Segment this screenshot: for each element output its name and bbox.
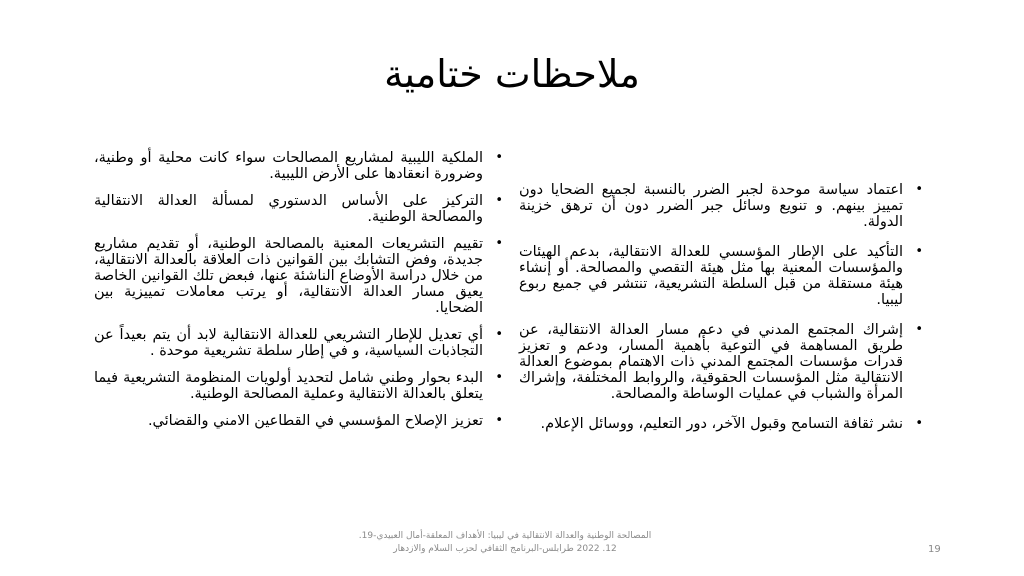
list-item: [94, 327, 505, 359]
footer-line-2: 12. 2022 طرابلس-البرنامج الثقافي لحزب السلام والازدهار: [393, 544, 617, 554]
left-bullet-list: [94, 150, 505, 440]
list-item: [519, 322, 925, 402]
bullet-icon: •: [915, 322, 923, 337]
list-item: [519, 416, 925, 432]
list-item-text: نشر ثقافة التسامح وقبول الآخر، دور التعليم، ووسائل الإعلام.: [540, 416, 903, 432]
bullet-icon: •: [495, 236, 503, 251]
list-item-text: تقييم التشريعات المعنية بالمصالحة الوطنية، أو تقديم مشاريع جديدة، وفض التشابك بين القوانين ذات العلاقة بالعدالة الانتقالية، من خلال دراسة الأوضاع الناشئة عنها، فبعض تلك القوانين الخاصة يعيق مسار العدالة الانتقالية، أو يرتب معاملات تمييزية بين الضحايا.: [94, 236, 483, 316]
list-item-text: اعتماد سياسة موحدة لجبر الضرر بالنسبة لجميع الضحايا دون تمييز بينهم. و تنويع وسائل جبر الضرر دون أن ترهق خزينة الدولة.: [519, 182, 903, 230]
bullet-icon: •: [915, 244, 923, 259]
bullet-icon: •: [915, 182, 923, 197]
bullet-icon: •: [495, 413, 503, 428]
list-item-text: تعزيز الإصلاح المؤسسي في القطاعين الامني والقضائي.: [147, 413, 483, 429]
list-item-text: أي تعديل للإطار التشريعي للعدالة الانتقالية لابد أن يتم بعيداً عن التجاذبات السياسية، و في إطار سلطة تشريعية موحدة .: [94, 327, 483, 359]
footer-citation: [330, 530, 680, 556]
right-bullet-list: [519, 182, 925, 446]
list-item: [94, 193, 505, 225]
page-number: 19: [928, 544, 941, 555]
bullet-icon: •: [495, 327, 503, 342]
bullet-icon: •: [495, 150, 503, 165]
footer-line-1: المصالحة الوطنية والعدالة الانتقالية في ليبيا: الأهداف المعلقة-أمال العبيدي-19.: [358, 531, 652, 541]
list-item-text: البدء بحوار وطني شامل لتحديد أولويات المنظومة التشريعية فيما يتعلق بالعدالة الانتقالية وعملية المصالحة الوطنية.: [94, 370, 483, 402]
list-item: [519, 244, 925, 308]
bullet-icon: •: [495, 193, 503, 208]
list-item-text: الملكية الليبية لمشاريع المصالحات سواء كانت محلية أو وطنية، وضرورة انعقادها على الأرض الليبية.: [94, 150, 483, 182]
list-item: [519, 182, 925, 230]
list-item: [94, 150, 505, 182]
list-item: [94, 413, 505, 429]
bullet-icon: •: [495, 370, 503, 385]
list-item-text: إشراك المجتمع المدني في دعم مسار العدالة الانتقالية، عن طريق المساهمة في التوعية بأهمية المسار، ودعم و تعزيز قدرات مؤسسات المجتمع المدني ذات الاهتمام بموضوع العدالة الانتقالية مثل المؤسسات الحقوقية، والروابط المختلفة، وإشراك المرأة والشباب في عمليات الوساطة والمصالحة.: [519, 322, 903, 402]
list-item: [94, 370, 505, 402]
list-item: [94, 236, 505, 316]
list-item-text: التركيز على الأساس الدستوري لمسألة العدالة الانتقالية والمصالحة الوطنية.: [94, 193, 483, 225]
bullet-icon: •: [915, 416, 923, 431]
slide-title: ملاحظات ختامية: [384, 52, 640, 96]
list-item-text: التأكيد على الإطار المؤسسي للعدالة الانتقالية، بدعم الهيئات والمؤسسات المعنية بها مثل هيئة التقصي والمصالحة. أو إنشاء هيئة مستقلة من قبل السلطة التشريعية، تنتشر في جميع ربوع ليبيا.: [519, 244, 903, 308]
